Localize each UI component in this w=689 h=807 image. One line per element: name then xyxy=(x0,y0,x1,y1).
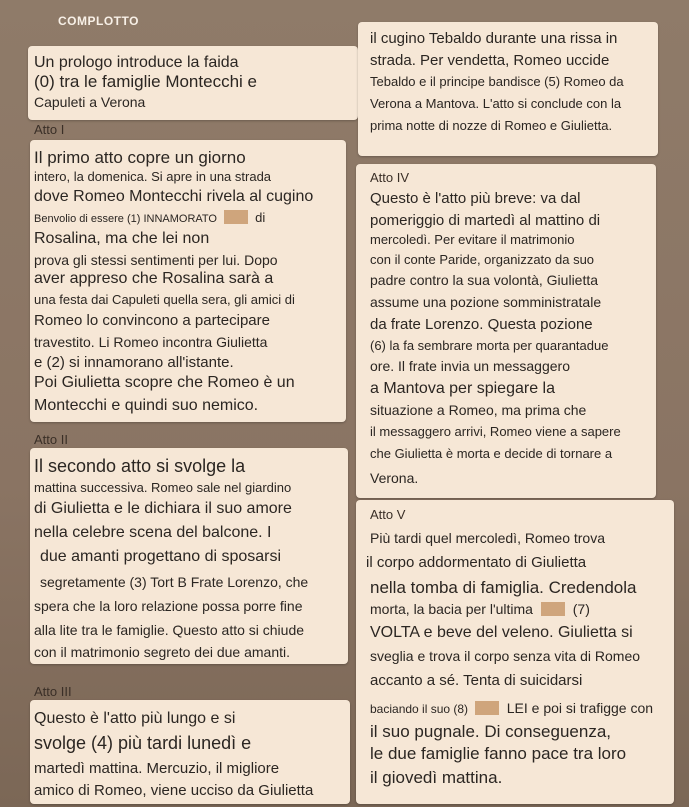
act5-line xyxy=(370,601,590,617)
act3-line: amico di Romeo, viene ucciso da Giulietta xyxy=(34,782,314,799)
act4-line: che Giulietta è morta e decide di tornare a xyxy=(370,446,613,461)
act4-line: ore. Il frate invia un messaggero xyxy=(370,358,570,374)
continuation-line: prima notte di nozze di Romeo e Giulietta. xyxy=(370,118,613,133)
act5-line: nella tomba di famiglia. Credendola xyxy=(370,578,637,597)
prologue-line: Capuleti a Verona xyxy=(34,94,146,110)
act5-line: il corpo addormentato di Giulietta xyxy=(366,554,587,571)
act5-line: Più tardi quel mercoledì, Romeo trova xyxy=(370,530,605,546)
act1-line: Il primo atto copre un giorno xyxy=(34,148,246,167)
act3-header: Atto III xyxy=(34,684,72,699)
act2-line: nella celebre scena del balcone. I xyxy=(34,524,272,541)
act3-line: svolge (4) più tardi lunedì e xyxy=(34,733,252,753)
act1-text: Benvolio di essere (1) INNAMORATO xyxy=(34,213,217,225)
act2-line: segretamente (3) Tort B Frate Lorenzo, che xyxy=(40,574,309,590)
act4-line: (6) la fa sembrare morta per quarantadue xyxy=(370,338,609,353)
act1-line: Romeo lo convincono a partecipare xyxy=(34,312,270,329)
act2-line: Il secondo atto si svolge la xyxy=(34,456,246,476)
act4-line: situazione a Romeo, ma prima che xyxy=(370,402,587,418)
act2-line: mattina successiva. Romeo sale nel giardino xyxy=(34,480,292,495)
act1-line: e (2) si innamorano all'istante. xyxy=(34,354,234,371)
blank-1-slot[interactable] xyxy=(224,210,248,224)
act4-line: con il conte Paride, organizzato da suo xyxy=(370,252,595,267)
act5-line: sveglia e trova il corpo senza vita di Romeo xyxy=(370,648,641,664)
act4-line: Questo è l'atto più breve: va dal xyxy=(370,190,581,207)
act1-line: aver appreso che Rosalina sarà a xyxy=(34,270,274,287)
act4-line: il messaggero arrivi, Romeo viene a sapere xyxy=(370,424,621,439)
prologue-line: (0) tra le famiglie Montecchi e xyxy=(34,72,257,91)
blank-7-slot[interactable] xyxy=(541,602,565,616)
act3-line: martedì mattina. Mercuzio, il migliore xyxy=(34,760,280,777)
act2-line: due amanti progettano di sposarsi xyxy=(40,548,282,565)
act2-line: di Giulietta e le dichiara il suo amore xyxy=(34,500,292,517)
act5-line xyxy=(370,700,653,716)
continuation-line: Verona a Mantova. L'atto si conclude con la xyxy=(370,96,622,111)
act1-line: Rosalina, ma che lei non xyxy=(34,230,210,247)
act5-line: il suo pugnale. Di conseguenza, xyxy=(370,722,611,741)
act2-line: alla lite tra le famiglie. Questo atto si chiude xyxy=(34,622,305,638)
act5-text: baciando il suo (8) xyxy=(370,702,469,716)
continuation-line: strada. Per vendetta, Romeo uccide xyxy=(370,52,610,69)
act1-line: intero, la domenica. Si apre in una strada xyxy=(34,169,272,184)
act4-line: assume una pozione somministratale xyxy=(370,294,602,310)
act5-text: morta, la bacia per l'ultima xyxy=(370,601,533,617)
prologue-line: Un prologo introduce la faida xyxy=(34,54,239,71)
act5-text: LEI e poi si trafigge con xyxy=(506,700,654,716)
act4-line: padre contro la sua volontà, Giulietta xyxy=(370,272,599,288)
continuation-line: Tebaldo e il principe bandisce (5) Romeo da xyxy=(370,74,624,89)
act4-header: Atto IV xyxy=(370,170,410,185)
act4-line: pomeriggio di martedì al mattino di xyxy=(370,212,601,229)
act1-line xyxy=(34,210,265,225)
act5-line: il giovedì mattina. xyxy=(370,768,503,787)
act1-line: Poi Giulietta scopre che Romeo è un xyxy=(34,374,295,391)
act4-line: da frate Lorenzo. Questa pozione xyxy=(370,316,593,333)
act1-line: prova gli stessi sentimenti per lui. Dopo xyxy=(34,252,278,268)
act1-line: dove Romeo Montecchi rivela al cugino xyxy=(34,188,314,205)
continuation-line: il cugino Tebaldo durante una rissa in xyxy=(370,30,618,47)
blank-8-slot[interactable] xyxy=(475,701,499,715)
act2-line: spera che la loro relazione possa porre fine xyxy=(34,598,303,614)
act4-line: a Mantova per spiegare la xyxy=(370,380,555,397)
act4-line: mercoledì. Per evitare il matrimonio xyxy=(370,232,575,247)
act5-line: VOLTA e beve del veleno. Giulietta si xyxy=(370,624,633,641)
act4-line: Verona. xyxy=(370,470,419,486)
act5-header: Atto V xyxy=(370,507,406,522)
act5-text: (7) xyxy=(572,601,590,617)
act1-line: una festa dai Capuleti quella sera, gli amici di xyxy=(34,292,295,307)
act2-header: Atto II xyxy=(34,432,68,447)
act1-text: di xyxy=(255,210,266,225)
act1-line: travestito. Li Romeo incontra Giulietta xyxy=(34,334,268,350)
act5-line: accanto a sé. Tenta di suicidarsi xyxy=(370,672,583,689)
section-title: COMPLOTTO xyxy=(58,14,139,28)
act3-line: Questo è l'atto più lungo e si xyxy=(34,710,236,727)
act1-line: Montecchi e quindi suo nemico. xyxy=(34,397,259,414)
act2-line: con il matrimonio segreto dei due amanti. xyxy=(34,644,291,660)
act5-line: le due famiglie fanno pace tra loro xyxy=(370,744,627,763)
act1-header: Atto I xyxy=(34,122,65,137)
